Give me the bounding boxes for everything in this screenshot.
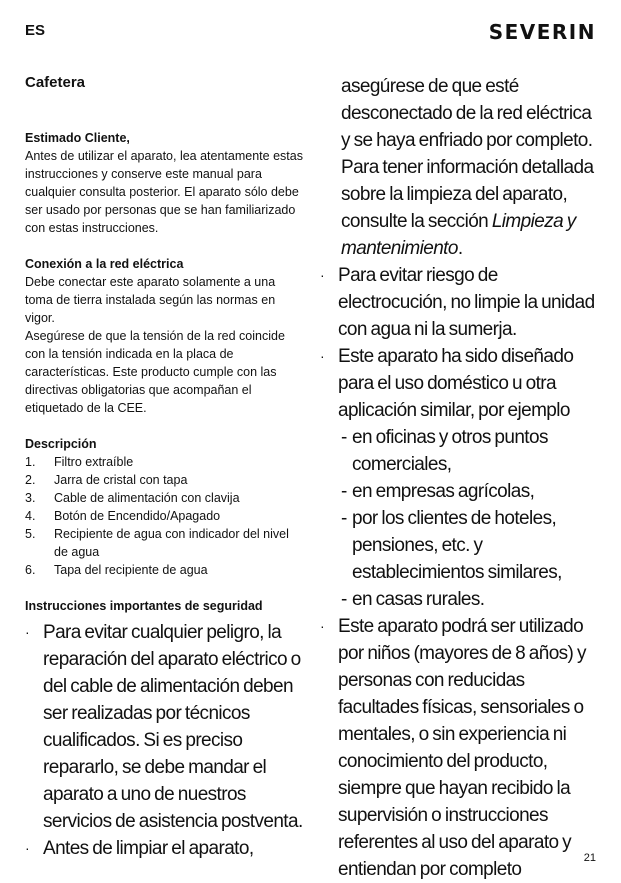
header-language: ES xyxy=(25,22,46,39)
list-item: 4. Botón de Encendido/Apagado xyxy=(25,509,221,523)
description-heading: Descripción xyxy=(25,437,97,451)
page-title: Cafetera xyxy=(25,74,86,91)
bullet-mark: · xyxy=(320,618,325,634)
bullet-mark: · xyxy=(25,840,30,856)
bullet-mark: · xyxy=(25,624,30,640)
safety-bullet-text: Este aparato ha sido diseñado para el uso doméstico u otra aplicación similar, por ejemplo xyxy=(338,346,574,421)
intro-text: Antes de utilizar el aparato, lea atentamente estas instrucciones y conserve este manual para cualquier consulta posterior. El aparato sólo debe ser usado por personas que se han familiarizado con estas instrucciones. xyxy=(25,149,303,235)
safety-bullet-text: Para evitar riesgo de electrocución, no limpie la unidad con agua ni la sumerja. xyxy=(338,265,595,340)
list-item: 6. Tapa del recipiente de agua xyxy=(25,563,208,577)
brand-logo: SEVERIN xyxy=(488,20,596,44)
dash-item: - en empresas agrícolas, xyxy=(341,481,535,502)
dash-item: - por los clientes de hoteles, pensiones, etc. y establecimientos similares, xyxy=(341,508,562,583)
description-list xyxy=(25,453,305,579)
connection-text-2: Asegúrese de que la tensión de la red coincide con la tensión indicada en la placa de características. Este producto cumple con las directivas obligatorias que acompañan el etiquetado de la CEE. xyxy=(25,329,285,415)
connection-heading: Conexión a la red eléctrica xyxy=(25,257,184,271)
left-column xyxy=(25,73,305,862)
safety-bullet-text: Antes de limpiar el aparato, xyxy=(43,838,254,859)
safety-bullet xyxy=(25,835,305,862)
list-item: 2. Jarra de cristal con tapa xyxy=(25,473,188,487)
safety-heading: Instrucciones importantes de seguridad xyxy=(25,599,263,613)
dash-item: - en casas rurales. xyxy=(341,589,485,610)
safety-bullet-text: Este aparato podrá ser utilizado por niños (mayores de 8 años) y personas con reducidas facultades físicas, sensoriales o mentales, o sin experiencia ni conocimiento del producto, siempre que hayan recibido la supervisión o instrucciones referentes al uso del aparato y entiendan por completo xyxy=(338,616,586,880)
section-reference: Limpieza y mantenimiento xyxy=(341,211,576,259)
safety-bullet-continuation: asegúrese de que esté desconectado de la red eléctrica y se haya enfriado por completo. Para tener información detallada sobre la limpieza del aparato, consulte la sección Limpieza y mantenimiento. xyxy=(341,76,594,259)
list-item: 5. Recipiente de agua con indicador del nivel de agua xyxy=(25,527,289,559)
intro-heading: Estimado Cliente, xyxy=(25,131,130,145)
dash-item: - en oficinas y otros puntos comerciales, xyxy=(341,427,548,475)
safety-bullet xyxy=(25,619,305,835)
right-column xyxy=(320,73,598,883)
list-item: 3. Cable de alimentación con clavija xyxy=(25,491,240,505)
safety-bullet xyxy=(320,262,598,343)
page-number: 21 xyxy=(583,852,596,864)
list-item: 1. Filtro extraíble xyxy=(25,455,134,469)
safety-bullet xyxy=(320,613,598,883)
safety-bullet xyxy=(320,343,598,424)
bullet-mark: · xyxy=(320,348,325,364)
bullet-mark: · xyxy=(320,267,325,283)
safety-bullet-text: Para evitar cualquier peligro, la reparación del aparato eléctrico o del cable de alimentación deben ser realizadas por técnicos cualificados. Si es preciso repararlo, se debe mandar el aparato a uno de nuestros servicios de asistencia postventa. xyxy=(43,622,303,832)
connection-text-1: Debe conectar este aparato solamente a una toma de tierra instalada según las normas en vigor. xyxy=(25,275,276,325)
